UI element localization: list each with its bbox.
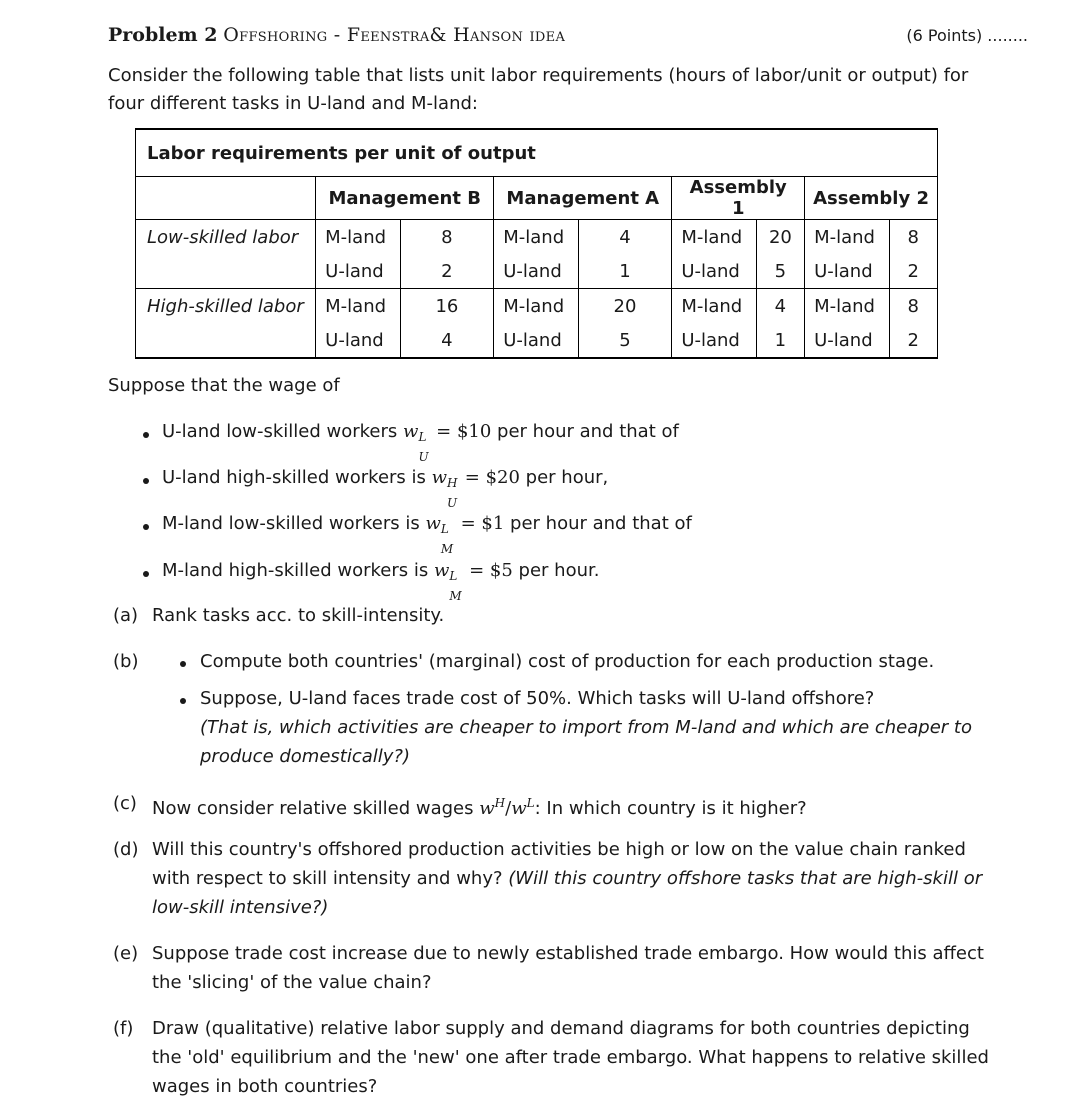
cell-country: U-land: [805, 323, 889, 358]
question-b-bullet2: Suppose, U-land faces trade cost of 50%. Which tasks will U-land offshore?: [200, 688, 875, 709]
cell-value: 8: [889, 220, 938, 255]
question-b-label: (b): [113, 651, 139, 672]
math-sup: H: [494, 796, 506, 810]
points-label: (6 Points) ........: [906, 26, 1028, 45]
cell-country: M-land: [805, 289, 889, 324]
question-c-post: : In which country is it higher?: [534, 798, 807, 819]
question-d-line3: low-skill intensive?): [152, 897, 329, 918]
cell-value: 20: [756, 220, 804, 255]
wage-sub: U: [418, 450, 429, 464]
table-row: [136, 254, 938, 289]
cell-country: U-land: [316, 323, 400, 358]
question-f-line2: the 'old' equilibrium and the 'new' one after trade embargo. What happens to relative skilled: [152, 1047, 989, 1068]
question-d-label: (d): [113, 839, 139, 860]
wage-item: [162, 557, 600, 603]
cell-country: M-land: [805, 220, 889, 255]
cell-value: 16: [400, 289, 494, 324]
question-d-line2: [152, 864, 982, 893]
wage-value: = $5: [463, 560, 513, 581]
bullet-dot: [143, 432, 149, 438]
wage-sup: L: [449, 569, 458, 583]
bullet-dot: [143, 571, 149, 577]
labor-table: [135, 128, 938, 359]
cell-value: 5: [756, 254, 804, 289]
wage-text: M-land low-skilled workers is: [162, 513, 426, 534]
problem-header: [108, 24, 1028, 52]
question-e-line1: Suppose trade cost increase due to newly established trade embargo. How would this affect: [152, 943, 984, 964]
wage-text: M-land high-skilled workers is: [162, 560, 434, 581]
wage-symbol: w: [433, 560, 450, 581]
bullet-dot: [143, 524, 149, 530]
question-a-label: (a): [113, 605, 139, 626]
wage-sub: M: [449, 589, 462, 603]
cell-value: 5: [578, 323, 672, 358]
cell-value: 2: [889, 323, 938, 358]
math-symbol: w: [511, 798, 527, 819]
wage-text: per hour.: [512, 560, 600, 581]
question-d-text: with respect to skill intensity and why?: [152, 868, 509, 889]
wage-sub: U: [447, 496, 458, 510]
cell-value: 20: [578, 289, 672, 324]
wage-item: [162, 510, 692, 556]
cell-value: 1: [756, 323, 804, 358]
problem-label: Problem 2: [108, 24, 218, 46]
cell-country: U-land: [672, 254, 756, 289]
question-d-note: (Will this country offshore tasks that are high-skill or: [508, 868, 983, 889]
cell-country: U-land: [805, 254, 889, 289]
cell-country: U-land: [672, 323, 756, 358]
question-f-line3: wages in both countries?: [152, 1076, 378, 1097]
cell-country: U-land: [494, 254, 578, 289]
cell-country: M-land: [494, 220, 578, 255]
cell-value: 8: [889, 289, 938, 324]
bullet-dot: [143, 478, 149, 484]
table-row: [136, 289, 938, 324]
cell-value: 2: [400, 254, 494, 289]
intro-paragraph: Consider the following table that lists unit labor requirements (hours of labor/unit or output) for four different tasks in U-land and M-land:: [108, 65, 969, 114]
cell-country: M-land: [316, 220, 400, 255]
row-label: Low-skilled labor: [136, 220, 316, 255]
question-c-text: [152, 789, 807, 823]
wage-sub: M: [440, 542, 454, 556]
math-symbol: w: [479, 798, 495, 819]
row-label: [136, 323, 316, 358]
wage-item: [162, 418, 679, 464]
header-empty: [136, 177, 316, 220]
wage-sup: H: [447, 476, 458, 490]
cell-value: 2: [889, 254, 938, 289]
col-header: Management A: [494, 177, 672, 220]
cell-value: 4: [578, 220, 672, 255]
cell-country: M-land: [672, 289, 756, 324]
question-b-bullet2-note: produce domestically?): [200, 746, 411, 767]
table-row: [136, 323, 938, 358]
wage-symbol: w: [431, 467, 448, 488]
cell-value: 4: [756, 289, 804, 324]
col-header: Management B: [316, 177, 494, 220]
col-header: Assembly 2: [805, 177, 938, 220]
wage-text: per hour and that of: [491, 421, 679, 442]
wage-value: = $10: [430, 421, 492, 442]
question-b-bullet1: Compute both countries' (marginal) cost of production for each production stage.: [200, 651, 935, 672]
col-header: Assembly 1: [672, 177, 805, 220]
table-row: [136, 220, 938, 255]
cell-country: M-land: [494, 289, 578, 324]
cell-country: U-land: [316, 254, 400, 289]
cell-value: 1: [578, 254, 672, 289]
row-label: High-skilled labor: [136, 289, 316, 324]
question-e-line2: the 'slicing' of the value chain?: [152, 972, 432, 993]
question-b-bullet2-note: (That is, which activities are cheaper to import from M-land and which are cheaper to: [200, 717, 972, 738]
cell-country: U-land: [494, 323, 578, 358]
question-d-line1: Will this country's offshored production activities be high or low on the value chain ranked: [152, 839, 966, 860]
question-e-label: (e): [113, 943, 139, 964]
cell-country: M-land: [316, 289, 400, 324]
math-sup: L: [526, 796, 535, 810]
question-c-label: (c): [113, 793, 137, 814]
wage-symbol: w: [425, 513, 441, 534]
question-c-pre: Now consider relative skilled wages: [152, 798, 480, 819]
wage-value: = $20: [459, 467, 520, 488]
cell-value: 4: [400, 323, 494, 358]
cell-country: M-land: [672, 220, 756, 255]
bullet-dot: [180, 661, 186, 667]
row-label: [136, 254, 316, 289]
wage-item: [162, 464, 609, 510]
wage-text: per hour,: [519, 467, 609, 488]
wage-text: U-land low-skilled workers: [162, 421, 404, 442]
wage-sup: L: [418, 430, 427, 444]
wage-sup: L: [440, 522, 449, 536]
wage-value: = $1: [454, 513, 505, 534]
wage-symbol: w: [403, 421, 419, 442]
table-caption: Labor requirements per unit of output: [136, 129, 938, 177]
problem-title: Offshoring - Feenstra& Hanson idea: [223, 24, 566, 46]
question-f-label: (f): [113, 1018, 134, 1039]
cell-value: 8: [400, 220, 494, 255]
bullet-dot: [180, 698, 186, 704]
math-slash: /: [505, 798, 512, 819]
question-a-text: Rank tasks acc. to skill-intensity.: [152, 605, 445, 626]
wage-text: per hour and that of: [504, 513, 692, 534]
suppose-text: Suppose that the wage of: [108, 375, 340, 396]
wage-text: U-land high-skilled workers is: [162, 467, 432, 488]
question-f-line1: Draw (qualitative) relative labor supply and demand diagrams for both countries depicting: [152, 1018, 970, 1039]
